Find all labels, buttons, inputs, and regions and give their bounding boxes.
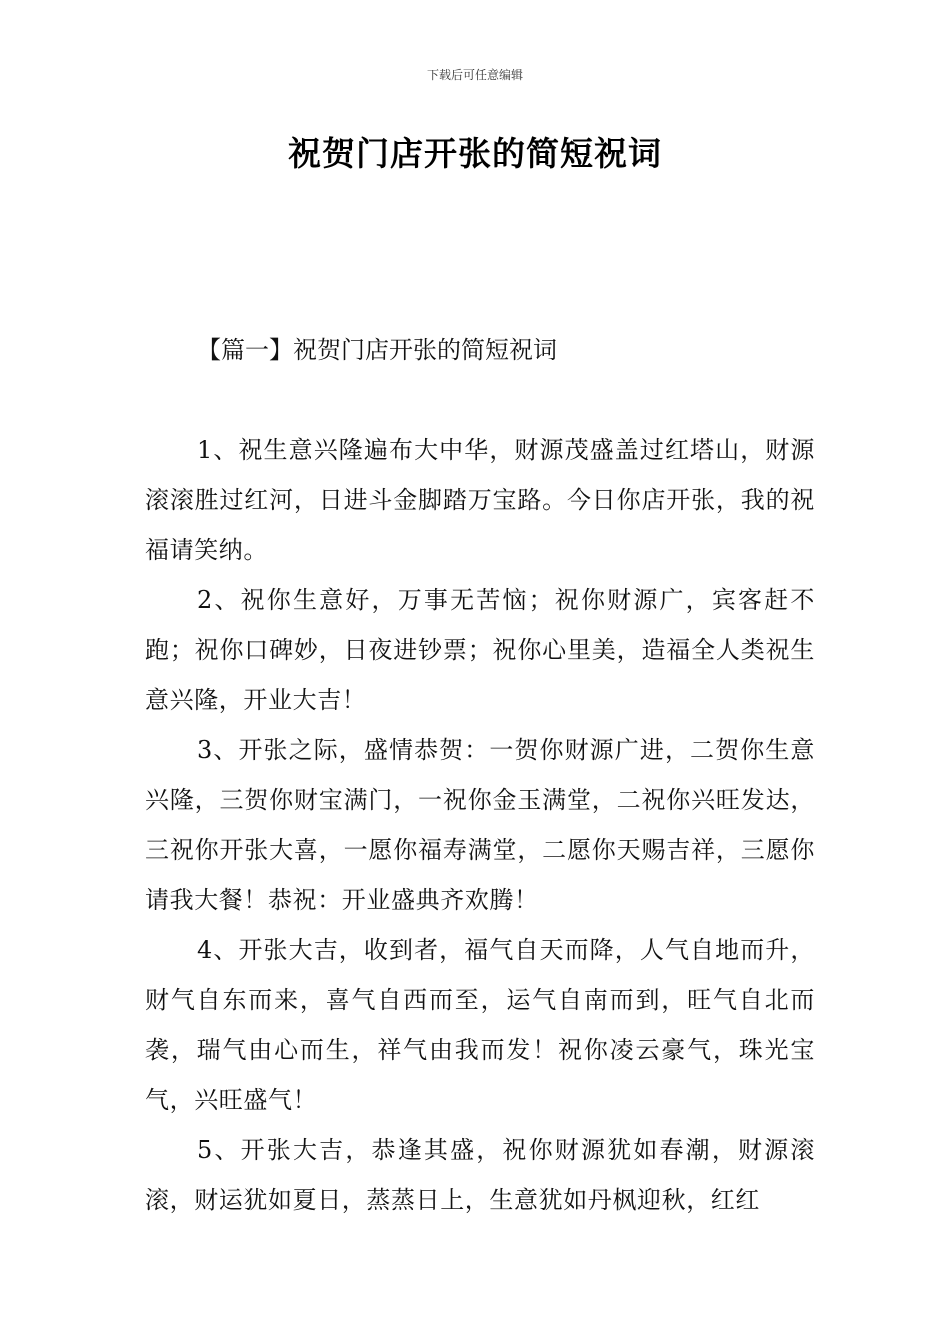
paragraph-5: 5、开张大吉，恭逢其盛，祝你财源犹如春潮，财源滚滚，财运犹如夏日，蒸蒸日上，生意犹如丹枫迎秋，红红 bbox=[145, 1136, 815, 1214]
section-heading: 【篇一】祝贺门店开张的简短祝词 bbox=[197, 336, 557, 364]
document-title: 祝贺门店开张的简短祝词 bbox=[288, 134, 662, 173]
paragraph-3: 3、开张之际，盛情恭贺：一贺你财源广进，二贺你生意兴隆，三贺你财宝满门，一祝你金玉满堂，二祝你兴旺发达，三祝你开张大喜，一愿你福寿满堂，二愿你天赐吉祥，三愿你请我大餐！恭祝：开业盛典齐欢腾！ bbox=[145, 736, 815, 914]
paragraph-1: 1、祝生意兴隆遍布大中华，财源茂盛盖过红塔山，财源滚滚胜过红河，日进斗金脚踏万宝路。今日你店开张，我的祝福请笑纳。 bbox=[145, 436, 815, 564]
paragraph-4: 4、开张大吉，收到者，福气自天而降，人气自地而升，财气自东而来，喜气自西而至，运气自南而到，旺气自北而袭，瑞气由心而生，祥气由我而发！祝你凌云豪气，珠光宝气，兴旺盛气！ bbox=[145, 936, 815, 1114]
document-body bbox=[145, 425, 815, 1225]
paragraph-2: 2、祝你生意好，万事无苦恼；祝你财源广，宾客赶不跑；祝你口碑妙，日夜进钞票；祝你心里美，造福全人类祝生意兴隆，开业大吉！ bbox=[145, 586, 815, 714]
header-note: 下载后可任意编辑 bbox=[426, 68, 523, 82]
